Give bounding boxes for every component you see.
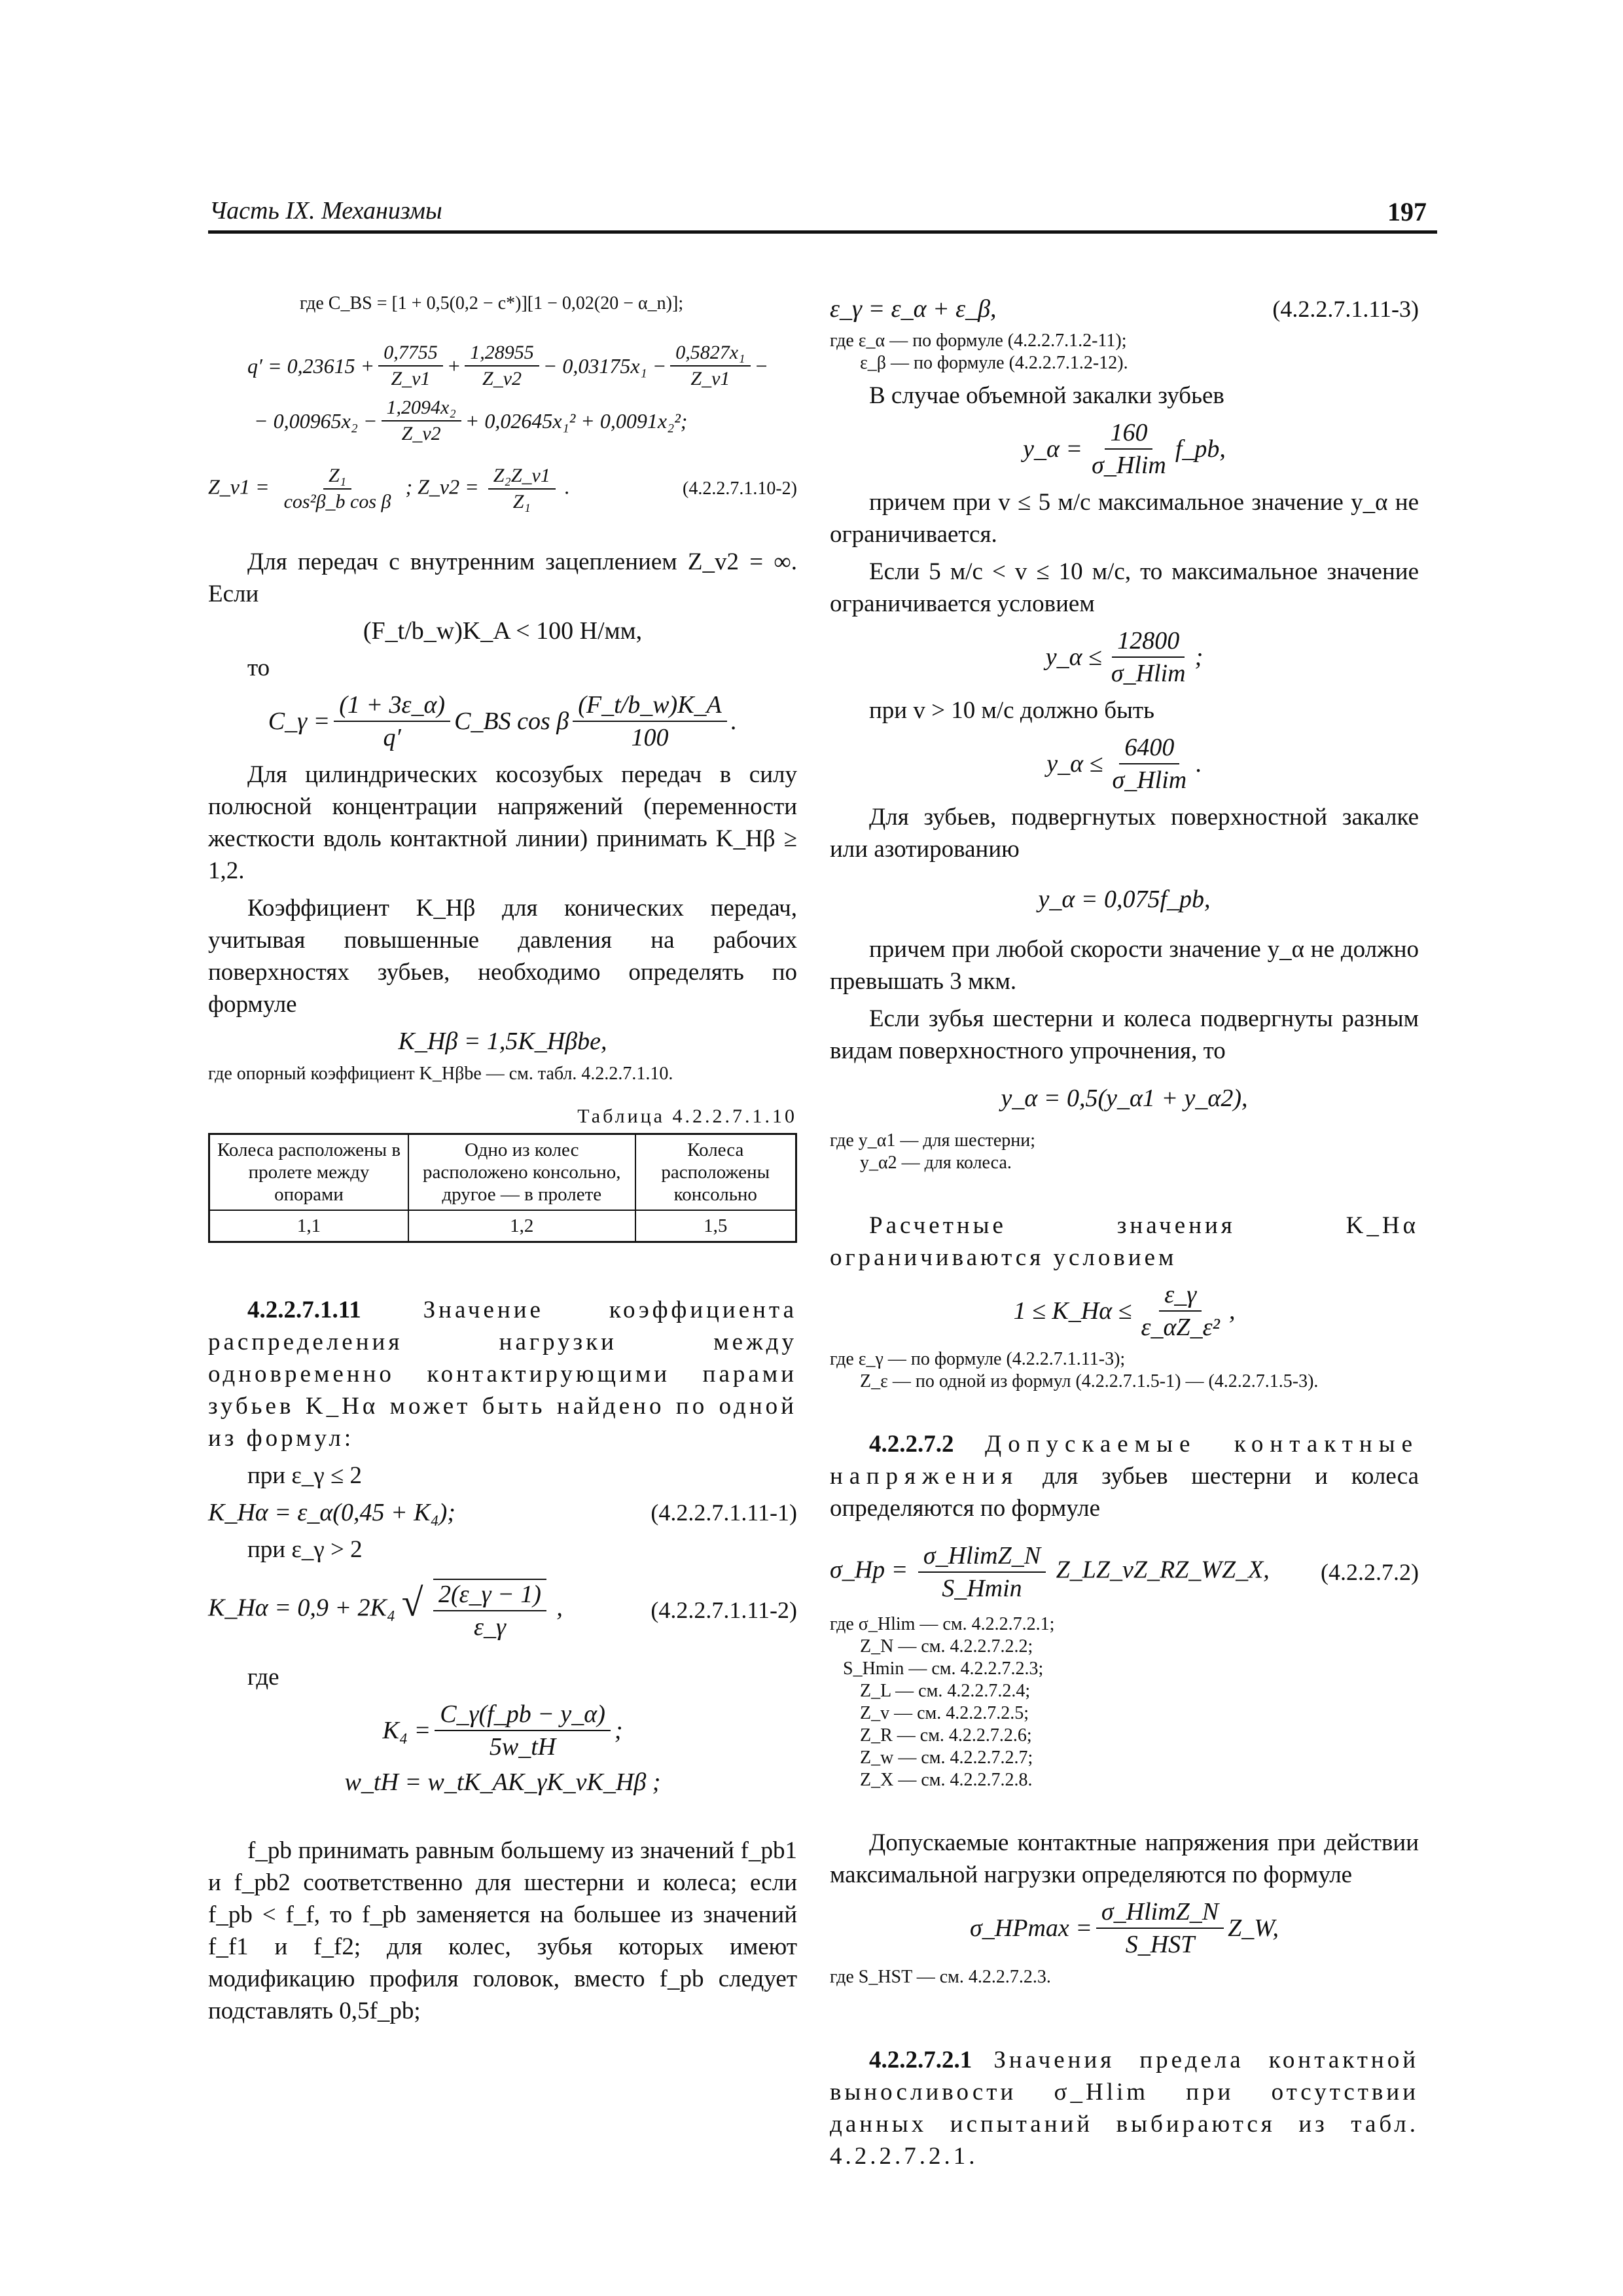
formula-ya1: y_α = $\frac{160}{\sigma\_Hlim}$ f_pb,: [1023, 419, 1226, 479]
table-cell: 1,2: [408, 1210, 635, 1242]
paragraph-v10: Если 5 м/с < v ≤ 10 м/с, то максимальное значение ограничивается условием: [830, 558, 1419, 617]
table-caption: Таблица 4.2.2.7.1.10: [577, 1105, 797, 1127]
formula-ya3: y_α ≤ $\frac{6400}{\sigma\_Hlim}$ .: [1046, 734, 1202, 794]
paragraph-diff: Если зубья шестерни и колеса подвергнуты разным видам поверхностного упрочнения, то: [830, 1005, 1419, 1064]
condition-gt2: при ε_γ > 2: [247, 1536, 363, 1563]
fraction: $\frac{12800}{\sigma\_Hlim}$: [1111, 627, 1186, 687]
where-item: Z_w — см. 4.2.2.7.2.7;: [860, 1748, 1033, 1768]
fraction: $\frac{1,28955}{Z\_v2}$: [465, 342, 539, 390]
paragraph-1111: 4.2.2.7.1.11 Значение коэффициента распределения нагрузки между одновременно контактирующими парами зубьев K_Hα может быть найдено по одной из формул:: [208, 1297, 797, 1452]
fraction: $\frac{(F\_t/b\_w)K\_A}{100}$: [573, 691, 727, 752]
formula-k4: K₄ = $\frac{C\_\gamma(f\_pb - y\_\alpha)}{5w\_tH}$ ;: [382, 1700, 623, 1761]
fraction: $\frac{\sigma\_HlimZ\_N}{S\_Hmin}$: [918, 1541, 1046, 1603]
clause-number: 4.2.2.7.2.1: [869, 2047, 972, 2073]
table-cell: 1,5: [635, 1210, 796, 1242]
formula-wth: w_tH = w_tK_AK_γK_vK_Hβ ;: [344, 1768, 661, 1796]
shp-where: [830, 1613, 1419, 1791]
equation-number: (4.2.2.7.1.11-3): [1272, 296, 1419, 322]
paragraph-722: 4.2.2.7.2 Допускаемые контактные напряжения для зубьев шестерни и колеса определяются по формуле: [830, 1431, 1419, 1522]
formula-qprime-row2: − 0,00965x₂ − $\frac{\text{1,2094x₂}}{Z\_v2}$ + 0,02645x₁² + 0,0091x₂²;: [254, 397, 688, 444]
where-item: Z_X — см. 4.2.2.7.2.8.: [860, 1770, 1033, 1790]
formula-qprime-row1: q′ = 0,23615 + $\frac{0,7755}{Z\_v1}$ + $\frac{1,28955}{Z\_v2}$ − 0,03175x₁ − $\frac{\text{0,5827x₁}}{Z\_v1}$ −: [247, 342, 769, 389]
equation-number: (4.2.2.7.2): [1321, 1559, 1419, 1585]
formula-ya4: y_α = 0,075f_pb,: [1038, 886, 1211, 913]
formula-ya5: y_α = 0,5(y_α1 + y_α2),: [1001, 1085, 1248, 1112]
formula-khb: K_Hβ = 1,5K_Hβbe,: [398, 1028, 607, 1055]
fraction: $\frac{\varepsilon\_\gamma}{\text{ε\_αZ\_ε²}}$: [1141, 1281, 1220, 1341]
eps-where: [830, 330, 1419, 374]
clause-number: 4.2.2.7.2: [869, 1431, 954, 1458]
where-item: Z_ε — по одной из формул (4.2.2.7.1.5-1) — (4.2.2.7.1.5-3).: [860, 1371, 1319, 1391]
paragraph-helical: Для цилиндрических косозубых передач в силу полюсной концентрации напряжений (переменности жесткости вдоль контактной линии) принимать K_Hβ ≥ 1,2.: [208, 761, 797, 884]
condition-ft: (F_t/b_w)K_A < 100 Н/мм,: [363, 617, 643, 645]
where-item: где ε_γ — по формуле (4.2.2.7.1.11-3);: [830, 1349, 1126, 1369]
where-item: y_α2 — для колеса.: [860, 1153, 1012, 1173]
fraction: $\frac{\sigma\_HlimZ\_N}{\text{S\_HST}}$: [1096, 1897, 1224, 1959]
equation-number: (4.2.2.7.1.11-2): [651, 1597, 797, 1623]
paragraph-7221: 4.2.2.7.2.1 Значения предела контактной выносливости σ_Hlim при отсутствии данных испытаний выбираются из табл. 4.2.2.7.2.1.: [830, 2047, 1419, 2170]
where-item: Z_L — см. 4.2.2.7.2.4;: [860, 1681, 1031, 1701]
fraction: $\frac{\text{Z₁}}{\text{cos²β\_b cos β}}$: [283, 465, 391, 512]
where-item: где y_α1 — для шестерни;: [830, 1130, 1036, 1151]
shst-note: где S_HST — см. 4.2.2.7.2.3.: [830, 1967, 1051, 1987]
formula-eps: ε_γ = ε_α + ε_β, (4.2.2.7.1.11-3): [830, 295, 1419, 323]
condition-le2: при ε_γ ≤ 2: [247, 1462, 363, 1489]
where-item: где σ_Hlim — см. 4.2.2.7.2.1;: [830, 1614, 1055, 1634]
section-title: Часть IX. Механизмы: [209, 197, 442, 224]
paragraph-conical: Коэффициент K_Hβ для конических передач, учитывая повышенные давления на рабочих поверхностях зубьев, необходимо определять по формуле: [208, 895, 797, 1018]
formula-kha1: K_Hα = ε_α(0,45 + K₄); (4.2.2.7.1.11-1): [208, 1499, 797, 1526]
paragraph-3mkm: причем при любой скорости значение y_α не должно превышать 3 мкм.: [830, 936, 1419, 995]
paragraph-v5: причем при v ≤ 5 м/с максимальное значение y_α не ограничивается.: [830, 489, 1419, 548]
paragraph-calc: Расчетные значения K_Hα ограничиваются условием: [830, 1212, 1419, 1271]
word-where: где: [247, 1664, 279, 1691]
fraction: $\frac{\text{1,2094x₂}}{Z\_v2}$: [382, 397, 461, 445]
cbs-definition: где C_BS = [1 + 0,5(0,2 − c*)][1 − 0,02(20 − α_n)];: [300, 293, 684, 314]
paragraph-v10b: при v > 10 м/с должно быть: [869, 697, 1154, 724]
table-row: [209, 1210, 796, 1242]
fraction: $\frac{(1 + 3\varepsilon\_\alpha)}{q'}$: [334, 691, 450, 752]
kha-where: [830, 1348, 1419, 1393]
sqrt-sign: √: [401, 1581, 423, 1624]
where-item: где ε_α — по формуле (4.2.2.7.1.2-11);: [830, 331, 1127, 351]
formula-kha-limit: 1 ≤ K_Hα ≤ $\frac{\varepsilon\_\gamma}{\text{ε\_αZ\_ε²}}$ ,: [1013, 1281, 1236, 1341]
formula-shpmax: σ_HPmax = $\frac{\sigma\_HlimZ\_N}{\text{S\_HST}}$ Z_W,: [970, 1898, 1279, 1958]
equation-number: (4.2.2.7.1.10-2): [683, 478, 797, 499]
page-number: 197: [1387, 197, 1427, 226]
formula-ya2: y_α ≤ $\frac{12800}{\sigma\_Hlim}$ ;: [1045, 627, 1204, 687]
equation-number: (4.2.2.7.1.11-1): [651, 1499, 797, 1526]
table-header-cell: Колеса расположены в пролете между опорами: [209, 1134, 409, 1211]
table-cell: 1,1: [209, 1210, 409, 1242]
khb-note: где опорный коэффициент K_Hβbe — см. табл. 4.2.2.7.1.10.: [208, 1064, 673, 1084]
fraction: $\frac{0,7755}{Z\_v1}$: [378, 342, 443, 390]
fraction: $\frac{6400}{\sigma\_Hlim}$: [1112, 734, 1187, 794]
table-header-cell: Колеса расположены консольно: [635, 1134, 796, 1211]
right-column: [830, 288, 1419, 2178]
ya5-where: [830, 1130, 1419, 1174]
formula-kha2: K_Hα = 0,9 + 2K₄ √ $\frac{2(\varepsilon\_\gamma - 1)}{\varepsilon\_\gamma}$ , (4.2.2.7.1.11-2): [208, 1579, 797, 1641]
paragraph-volume: В случае объемной закалки зубьев: [869, 382, 1224, 409]
where-item: Z_R — см. 4.2.2.7.2.6;: [860, 1725, 1032, 1746]
paragraph-max: Допускаемые контактные напряжения при действии максимальной нагрузки определяются по формуле: [830, 1829, 1419, 1888]
paragraph-fpb: f_pb принимать равным большему из значений f_pb1 и f_pb2 соответственно для шестерни и колеса; если f_pb < f_f, то f_pb заменяется на большее из значений f_f1 и f_f2; для колес, зубья которых имеют модификацию профиля головок, вместо f_pb следует подставлять 0,5f_pb;: [208, 1837, 797, 2024]
formula-shp: σ_Hp = $\frac{\sigma\_HlimZ\_N}{S\_Hmin}$ Z_LZ_vZ_RZ_WZ_X, (4.2.2.7.2): [830, 1542, 1419, 1602]
where-item: Z_N — см. 4.2.2.7.2.2;: [860, 1636, 1033, 1657]
table-header-cell: Одно из колес расположено консольно, другое — в пролете: [408, 1134, 635, 1211]
fraction: $\frac{2(\varepsilon\_\gamma - 1)}{\varepsilon\_\gamma}$: [433, 1579, 546, 1641]
header-rule: [208, 230, 1437, 234]
formula-zv: Z_v1 = $\frac{\text{Z₁}}{\text{cos²β\_b cos β}}$ ; Z_v2 = $\frac{\text{Z₂Z\_v1}}{\text{Z₁}}$ . (4.2.2.7.1.10-2): [208, 465, 797, 512]
paragraph-surface: Для зубьев, подвергнутых поверхностной закалке или азотированию: [830, 804, 1419, 863]
fraction: $\frac{\text{Z₂Z\_v1}}{\text{Z₁}}$: [488, 465, 556, 513]
formula-cgamma: C_γ = $\frac{(1 + 3\varepsilon\_\alpha)}{q'}$ C_BS cos β $\frac{(F\_t/b\_w)K\_A}{100}$ .: [268, 691, 738, 751]
where-item: Z_v — см. 4.2.2.7.2.5;: [860, 1703, 1029, 1723]
fraction: $\frac{\text{0,5827x₁}}{Z\_v1}$: [670, 342, 750, 390]
clause-number: 4.2.2.7.1.11: [247, 1297, 361, 1323]
coefficient-table: [208, 1133, 797, 1243]
table-header-row: [209, 1134, 796, 1211]
where-item: ε_β — по формуле (4.2.2.7.1.2-12).: [860, 353, 1128, 373]
word-to: то: [247, 655, 270, 681]
left-column: [208, 288, 797, 2032]
fraction: $\frac{C\_\gamma(f\_pb - y\_\alpha)}{5w\_tH}$: [435, 1700, 611, 1761]
fraction: $\frac{160}{\sigma\_Hlim}$: [1092, 419, 1166, 479]
paragraph-internal: Для передач с внутренним зацеплением Z_v2 = ∞. Если: [208, 548, 797, 607]
where-item: S_Hmin — см. 4.2.2.7.2.3;: [843, 1659, 1044, 1679]
